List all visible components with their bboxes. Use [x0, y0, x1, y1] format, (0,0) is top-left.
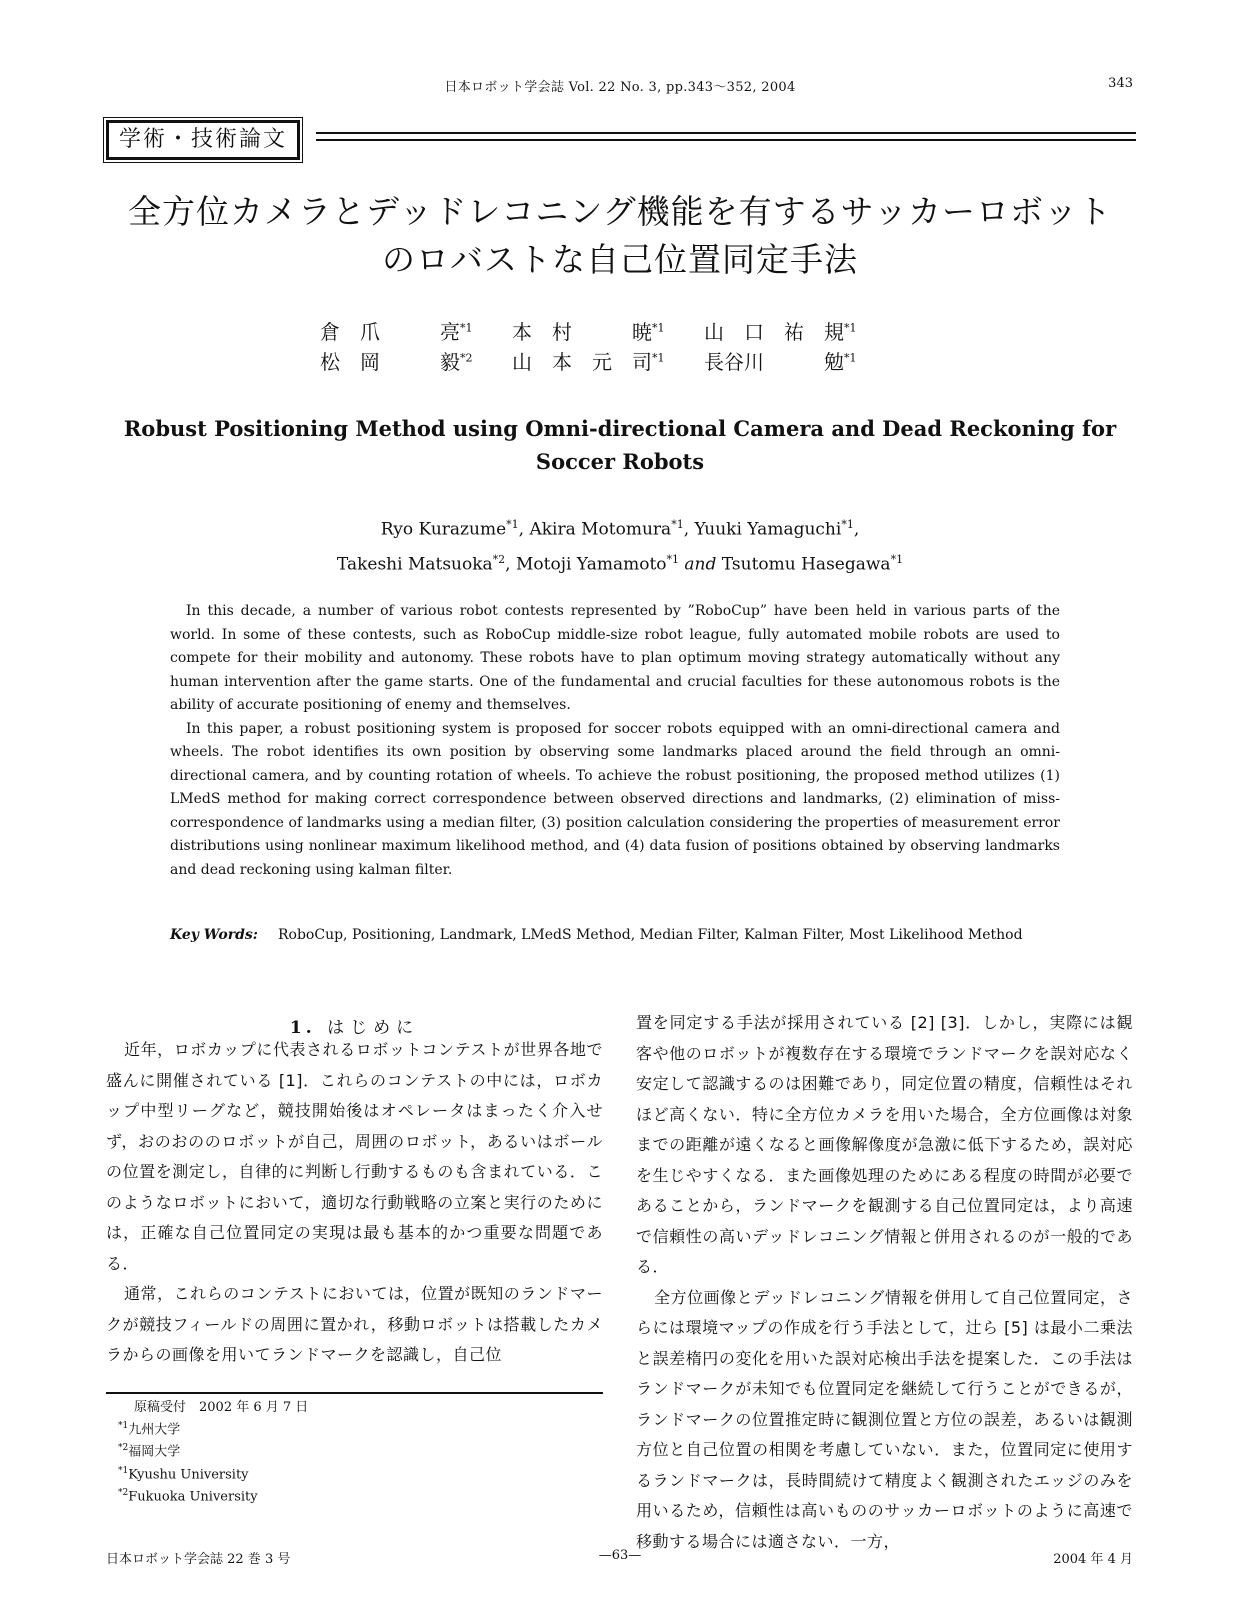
- japanese-authors: [320, 316, 920, 376]
- english-title-line1: Robust Positioning Method using Omni-directional Camera and Dead Reckoning for: [123, 416, 1117, 441]
- english-authors-line2: Takeshi Matsuoka$^{*2}$, Motoji Yamamoto$^{*1}$ and Tsutomu Hasegawa$^{*1}$: [336, 552, 904, 575]
- intro-paragraph-2: 通常，これらのコンテストにおいては，位置が既知のランドマークが競技フィールドの周囲に置かれ，移動ロボットは搭載したカメラからの画像を用いてランドマークを認識し，自己位: [106, 1284, 603, 1364]
- category-rule-top: [316, 132, 1136, 134]
- keywords: [170, 924, 1060, 948]
- abstract: [170, 600, 1060, 882]
- jp-author-kurazume: 倉 爪 亮$^{*1}$: [320, 320, 473, 344]
- received-date: 原稿受付 2002 年 6 月 7 日: [134, 1400, 309, 1415]
- section-number: 1.: [289, 1018, 316, 1038]
- english-title-line2: Soccer Robots: [535, 449, 705, 474]
- english-authors: [100, 510, 1140, 579]
- intro-paragraph-1: 近年，ロボカップに代表されるロボットコンテストが世界各地で盛んに開催されている [1]．これらのコンテストの中には，ロボカップ中型リーグなど，競技開始後はオペレータはまったく介入せず，おのおののロボットが自己，周囲のロボット，あるいはボールの位置を測定し，自律的に判断し行動するものも含まれている．このようなロボットにおいて，適切な行動戦略の立案と実行のためには，正確な自己位置同定の実現は最も基本的かつ重要な問題である．: [106, 1040, 603, 1273]
- english-authors-line1: Ryo Kurazume$^{*1}$, Akira Motomura$^{*1}$, Yuuki Yamaguchi$^{*1}$,: [380, 518, 860, 540]
- abstract-paragraph-2: In this paper, a robust positioning system is proposed for soccer robots equipped with an omni-directional camera and wheels. The robot identifies its own position by observing some landmarks placed around the field through an omni-directional camera, and by counting rotation of wheels. To achieve the robust positioning, the proposed method utilizes (1) LMedS method for making correct correspondence between observed directions and landmarks, (2) elimination of miss-correspondence of landmarks using a median filter, (3) position calculation considering the properties of measurement error distributions using nonlinear maximum likelihood method, and (4) data fusion of positions obtained by observing landmarks and dead reckoning using kalman filter.: [170, 720, 1060, 878]
- right-paragraph-1: 置を同定する手法が採用されている [2] [3]．しかし，実際には観客や他のロボットが複数存在する環境でランドマークを誤対応なく安定して認識するのは困難であり，同定位置の精度，信頼性はそれほど高くない．特に全方位カメラを用いた場合，全方位画像は対象までの距離が遠くなると画像解像度が急激に低下するため，誤対応を生じやすくなる．また画像処理のためにある程度の時間が必要であることから，ランドマークを観測する自己位置同定は，より高速で信頼性の高いデッドレコニング情報と併用されるのが一般的である．: [636, 1013, 1133, 1276]
- left-column: [106, 1035, 603, 1371]
- footnote-divider: [106, 1392, 603, 1394]
- section-title: はじめに: [327, 1018, 420, 1038]
- right-column: [636, 1008, 1133, 1557]
- japanese-authors-row1: [320, 316, 920, 346]
- abstract-paragraph-1: In this decade, a number of various robot contests represented by ”RoboCup” have been held in various parts of the world. In some of these contests, such as RoboCup middle-size robot league, fully automated mobile robots are used to compete for their mobility and autonomy. These robots have to plan optimum moving strategy automatically without any human intervention after the game starts. One of the fundamental and crucial faculties for these autonomous robots is the ability of accurate positioning of enemy and themselves.: [170, 603, 1060, 713]
- page-number: 343: [1108, 76, 1133, 91]
- journal-header: 日本ロボット学会誌 Vol. 22 No. 3, pp.343〜352, 2004: [444, 80, 796, 95]
- jp-author-yamamoto: 山 本 元 司$^{*1}$: [512, 350, 665, 374]
- footnote-affiliation-2: $^{*2}$福岡大学: [118, 1443, 181, 1460]
- jp-author-motomura: 本 村 暁$^{*1}$: [512, 320, 665, 344]
- right-paragraph-2: 全方位画像とデッドレコニング情報を併用して自己位置同定，さらには環境マップの作成を行う手法として，辻ら [5] は最小二乗法と誤差楕円の変化を用いた誤対応検出手法を提案した．この手法はランドマークが未知でも位置同定を継続して行うことができるが，ランドマークの位置推定時に観測位置と方位の誤差，あるいは観測方位と自己位置の相関を考慮していない．また，位置同定に使用するランドマークは，長時間続けて精度よく観測されたエッジのみを用いるため，信頼性は高いもののサッカーロボットのように高速で移動する場合には適さない．一方，: [636, 1287, 1133, 1551]
- footnotes: [118, 1398, 598, 1506]
- jp-author-yamaguchi: 山 口 祐 規$^{*1}$: [704, 320, 857, 344]
- category-rule-bottom: [316, 139, 1136, 141]
- japanese-authors-row2: [320, 346, 920, 376]
- japanese-title-line2: のロバストな自己位置同定手法: [382, 240, 858, 279]
- footnote-affiliation-4: $^{*2}$Fukuoka University: [118, 1487, 258, 1505]
- english-title: [100, 412, 1140, 478]
- japanese-title-line1: 全方位カメラとデッドレコニング機能を有するサッカーロボット: [127, 192, 1113, 231]
- footer-date: 2004 年 4 月: [1053, 1552, 1133, 1567]
- keywords-label: Key Words:: [170, 927, 258, 943]
- footer-page: —63—: [598, 1548, 642, 1563]
- footnote-affiliation-3: $^{*1}$Kyushu University: [118, 1465, 249, 1482]
- footer-journal: 日本ロボット学会誌 22 巻 3 号: [106, 1552, 291, 1567]
- keywords-text: RoboCup, Positioning, Landmark, LMedS Method, Median Filter, Kalman Filter, Most Likelihood Method: [278, 927, 1023, 943]
- jp-author-matsuoka: 松 岡 毅$^{*2}$: [320, 350, 473, 374]
- category-banner: [106, 120, 1136, 160]
- footnote-affiliation-1: $^{*1}$九州大学: [118, 1421, 181, 1438]
- category-label: 学術・技術論文: [106, 120, 300, 160]
- japanese-title: [80, 188, 1160, 284]
- jp-author-hasegawa: 長谷川 勉$^{*1}$: [704, 350, 857, 374]
